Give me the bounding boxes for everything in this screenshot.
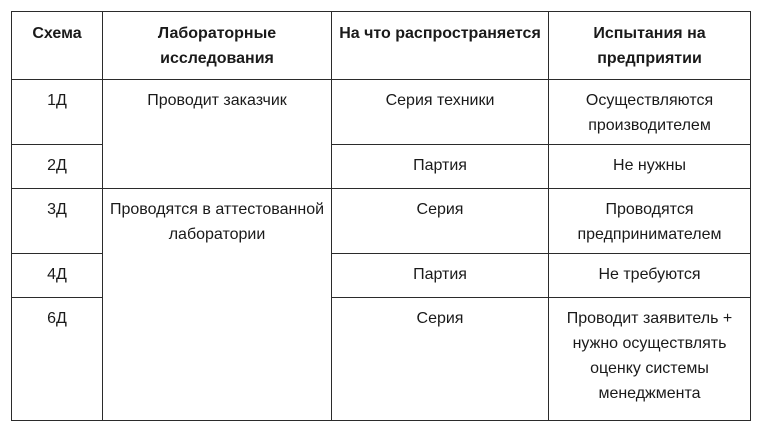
cell-scope: Серия <box>332 298 549 421</box>
cell-factory-tests: Не нужны <box>549 145 751 189</box>
header-factory-tests: Испытания на предприятии <box>549 12 751 80</box>
cell-factory-tests: Проводит заявитель + нужно осуществлять оценку системы менеджмента <box>549 298 751 421</box>
header-lab-tests: Лабораторные исследования <box>103 12 332 80</box>
cell-scope: Серия <box>332 189 549 254</box>
cell-scheme: 3Д <box>12 189 103 254</box>
header-scope: На что распространяется <box>332 12 549 80</box>
table-row <box>12 80 751 145</box>
cell-scheme: 2Д <box>12 145 103 189</box>
certification-schemes-table-wrapper <box>11 11 751 421</box>
table-row <box>12 189 751 254</box>
cell-scope: Серия техники <box>332 80 549 145</box>
table-header-row <box>12 12 751 80</box>
cell-factory-tests: Проводятся предпринимателем <box>549 189 751 254</box>
cell-factory-tests: Осуществляются производителем <box>549 80 751 145</box>
cell-scheme: 6Д <box>12 298 103 421</box>
cell-scope: Партия <box>332 254 549 298</box>
cell-lab-tests: Проводятся в аттестованной лаборатории <box>103 189 332 421</box>
cell-scope: Партия <box>332 145 549 189</box>
cell-scheme: 4Д <box>12 254 103 298</box>
cell-lab-tests: Проводит заказчик <box>103 80 332 189</box>
cell-factory-tests: Не требуются <box>549 254 751 298</box>
header-scheme: Схема <box>12 12 103 80</box>
certification-schemes-table <box>11 11 751 421</box>
cell-scheme: 1Д <box>12 80 103 145</box>
